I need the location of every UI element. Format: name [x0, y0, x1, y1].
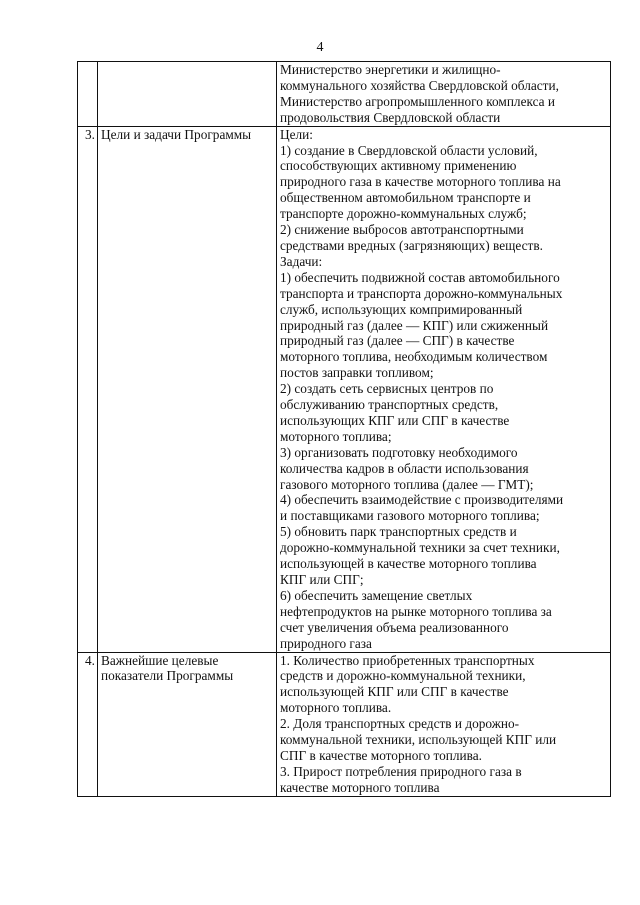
- row-content-line: общественном автомобильном транспорте и: [280, 190, 531, 206]
- row-content-line: 1) создание в Свердловской области условий,: [280, 142, 538, 158]
- row-content-line: 1. Количество приобретенных транспортных: [280, 652, 535, 668]
- row-content-line: 2) создать сеть сервисных центров по: [280, 381, 494, 397]
- row-content-line: качестве моторного топлива: [280, 779, 440, 795]
- row-title-cell: [98, 62, 277, 127]
- row-content-line: 3. Прирост потребления природного газа в: [280, 763, 522, 779]
- row-content-line: использующих КПГ или СПГ в качестве: [280, 412, 510, 428]
- row-content-line: 5) обновить парк транспортных средств и: [280, 524, 517, 540]
- row-content-line: и поставщиками газового моторного топлива;: [280, 508, 540, 524]
- row-content-line: газового моторного топлива (далее — ГМТ);: [280, 476, 534, 492]
- row-content-line: коммунального хозяйства Свердловской области,: [280, 77, 559, 93]
- row-content-line: 4) обеспечить взаимодействие с производителями: [280, 492, 564, 508]
- row-content-line: моторного топлива, необходимым количеством: [280, 349, 548, 365]
- row-title-cell: [98, 652, 277, 796]
- page-number: 4: [316, 40, 324, 55]
- row-content-cell: [277, 652, 611, 796]
- row-content-line: использующей КПГ или СПГ в качестве: [280, 684, 509, 700]
- table-body: [78, 62, 611, 797]
- table-row: [78, 126, 611, 652]
- row-content-line: обслуживанию транспортных средств,: [280, 397, 499, 413]
- row-content-line: Министерство энергетики и жилищно-: [280, 62, 501, 77]
- row-title-line: Цели и задачи Программы: [101, 126, 252, 142]
- row-content-line: Задачи:: [280, 253, 323, 269]
- row-content-line: Цели:: [280, 126, 313, 142]
- row-content-line: 2. Доля транспортных средств и дорожно-: [280, 716, 520, 732]
- row-content-line: 3) организовать подготовку необходимого: [280, 444, 518, 460]
- row-title-cell: [98, 126, 277, 652]
- row-content-line: дорожно-коммунальной техники за счет техники,: [280, 540, 560, 556]
- row-content-line: транспорта и транспорта дорожно-коммунальных: [280, 285, 563, 301]
- row-content-line: постов заправки топливом;: [280, 365, 434, 381]
- row-content-line: 1) обеспечить подвижной состав автомобильного: [280, 269, 560, 285]
- row-content-line: транспорте дорожно-коммунальных служб;: [280, 206, 527, 222]
- row-content-cell: [277, 62, 611, 127]
- row-content-cell: [277, 126, 611, 652]
- row-content-line: средствами вредных (загрязняющих) веществ.: [280, 237, 543, 253]
- row-content-line: моторного топлива.: [280, 700, 392, 716]
- row-content-line: средств и дорожно-коммунальной техники,: [280, 668, 526, 684]
- row-title-line: Важнейшие целевые: [101, 652, 219, 668]
- table-row: [78, 62, 611, 127]
- row-content-line: продовольствия Свердловской области: [280, 109, 501, 125]
- row-content-line: 6) обеспечить замещение светлых: [280, 587, 473, 603]
- row-content-line: природный газ (далее — СПГ) в качестве: [280, 333, 515, 349]
- row-content-line: нефтепродуктов на рынке моторного топлива за: [280, 603, 552, 619]
- row-number: 3.: [78, 126, 98, 652]
- table-row: [78, 652, 611, 796]
- row-number: 4.: [78, 652, 98, 796]
- row-content-line: количества кадров в области использования: [280, 460, 529, 476]
- program-passport-table: [77, 61, 611, 797]
- row-content-line: СПГ в качестве моторного топлива.: [280, 747, 482, 763]
- row-content-line: способствующих активному применению: [280, 158, 517, 174]
- row-content-line: 2) снижение выбросов автотранспортными: [280, 222, 524, 238]
- row-content-line: КПГ или СПГ;: [280, 572, 364, 587]
- row-content-line: служб, использующих компримированный: [280, 301, 523, 317]
- row-content-line: Министерство агропромышленного комплекса и: [280, 93, 556, 109]
- row-content-line: коммунальной техники, использующей КПГ или: [280, 732, 557, 748]
- row-title-line: показатели Программы: [101, 668, 234, 684]
- row-content-line: природного газа: [280, 635, 372, 651]
- row-number: [78, 62, 98, 127]
- row-content-line: использующей в качестве моторного топлива: [280, 556, 537, 572]
- row-content-line: природного газа в качестве моторного топлива на: [280, 174, 561, 190]
- row-content-line: природный газ (далее — КПГ) или сжиженный: [280, 317, 549, 333]
- row-content-line: моторного топлива;: [280, 428, 392, 444]
- row-content-line: счет увеличения объема реализованного: [280, 619, 509, 635]
